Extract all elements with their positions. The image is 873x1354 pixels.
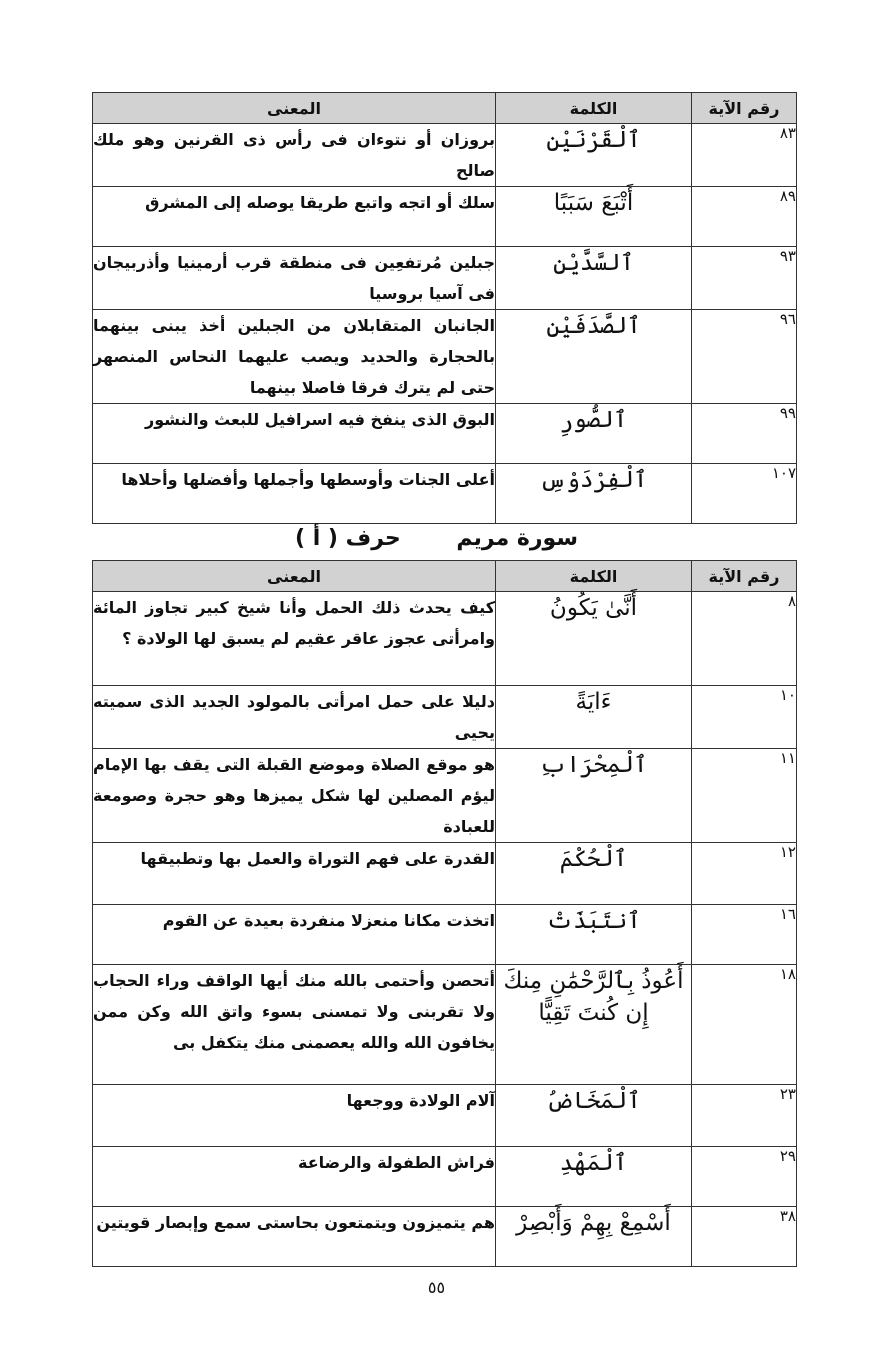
word-meaning: البوق الذى ينفخ فيه اسرافيل للبعث والنشور [93,404,496,464]
surah-title: سورة مريم [456,526,578,551]
table-row [93,749,797,843]
column-header-verse-number: رقم الآية [692,561,797,592]
quran-word: ٱلْقَرْنَيْنِ [496,124,692,187]
page-number: ٥٥ [427,1278,446,1297]
quran-word: ٱلْمَخَاضُ [496,1085,692,1147]
verse-number: ٩٦ [692,310,797,404]
word-meaning: سلك أو اتجه واتبع طريقا يوصله إلى المشرق [93,187,496,247]
quran-word: ٱلصَّدَفَيْنِ [496,310,692,404]
column-header-word: الكلمة [496,561,692,592]
glossary-table-maryam [92,560,797,1267]
table-row [93,1085,797,1147]
word-meaning: أعلى الجنات وأوسطها وأجملها وأفضلها وأحلاها [93,464,496,524]
verse-number: ٩٣ [692,247,797,310]
verse-number: ٨ [692,592,797,686]
table-row [93,124,797,187]
quran-word: أَتْبَعَ سَبَبًا [496,187,692,247]
word-meaning: فراش الطفولة والرضاعة [93,1147,496,1207]
table-row [93,843,797,905]
table-header-row [93,561,797,592]
word-meaning: كيف يحدث ذلك الحمل وأنا شيخ كبير تجاوز المائة وامرأتى عجوز عاقر عقيم لم يسبق لها الولادة ؟ [93,592,496,686]
table-row [93,905,797,965]
quran-word: ٱلْحُكْمَ [496,843,692,905]
column-header-meaning: المعنى [93,561,496,592]
verse-number: ١٠ [692,686,797,749]
verse-number: ١٦ [692,905,797,965]
table-row [93,965,797,1085]
verse-number: ٩٩ [692,404,797,464]
table-header-row [93,93,797,124]
verse-number: ١٠٧ [692,464,797,524]
table-row [93,187,797,247]
table-row [93,1147,797,1207]
verse-number: ١٢ [692,843,797,905]
quran-word: ٱلْمَهْدِ [496,1147,692,1207]
section-heading [0,526,873,551]
quran-word: أَنَّىٰ يَكُونُ [496,592,692,686]
quran-word: ٱلسَّدَّيْنِ [496,247,692,310]
quran-word: ٱلصُّورِ [496,404,692,464]
column-header-word: الكلمة [496,93,692,124]
verse-number: ٢٣ [692,1085,797,1147]
word-meaning: الجانبان المتقابلان من الجبلين أخذ يبنى بينهما بالحجارة والحديد ويصب عليهما النحاس المنصهر حتى لم يترك فرقا فاصلا بينهما [93,310,496,404]
word-meaning: هم يتميزون ويتمتعون بحاستى سمع وإبصار قويتين [93,1207,496,1267]
word-meaning: أتحصن وأحتمى بالله منك أيها الواقف وراء الحجاب ولا تقربنى ولا تمسنى بسوء واتق الله وكن ممن يخافون الله والله يعصمنى منك يتكفل بى [93,965,496,1085]
table-row [93,247,797,310]
quran-word: ٱلْفِرْدَوْسِ [496,464,692,524]
quran-word: ٱلْمِحْرَابِ [496,749,692,843]
word-meaning: آلام الولادة ووجعها [93,1085,496,1147]
word-meaning: جبلين مُرتفعِين فى منطقة قرب أرمينيا وأذربيجان فى آسيا بروسيا [93,247,496,310]
table-row [93,404,797,464]
verse-number: ١١ [692,749,797,843]
verse-number: ١٨ [692,965,797,1085]
word-meaning: اتخذت مكانا منعزلا منفردة بعيدة عن القوم [93,905,496,965]
table-row [93,686,797,749]
word-meaning: دليلا على حمل امرأتى بالمولود الجديد الذى سميته يحيى [93,686,496,749]
letter-title: حرف ( أ ) [295,526,401,551]
glossary-table-kahf [92,92,797,524]
quran-word: ٱنتَبَذَتْ [496,905,692,965]
column-header-meaning: المعنى [93,93,496,124]
table-row [93,464,797,524]
quran-word: ءَايَةً [496,686,692,749]
verse-number: ٢٩ [692,1147,797,1207]
column-header-verse-number: رقم الآية [692,93,797,124]
word-meaning: القدرة على فهم التوراة والعمل بها وتطبيقها [93,843,496,905]
table-row [93,310,797,404]
word-meaning: هو موقع الصلاة وموضع القبلة التى يقف بها الإمام ليؤم المصلين لها شكل يميزها وهو حجرة وصومعة للعبادة [93,749,496,843]
verse-number: ٣٨ [692,1207,797,1267]
table-row [93,592,797,686]
table-row [93,1207,797,1267]
verse-number: ٨٣ [692,124,797,187]
quran-word: أَسْمِعْ بِهِمْ وَأَبْصِرْ [496,1207,692,1267]
verse-number: ٨٩ [692,187,797,247]
word-meaning: بروزان أو نتوءان فى رأس ذى القرنين وهو ملك صالح [93,124,496,187]
quran-word: أَعُوذُ بِٱلرَّحْمَٰنِ مِنكَ إِن كُنتَ تَقِيًّا [496,965,692,1085]
